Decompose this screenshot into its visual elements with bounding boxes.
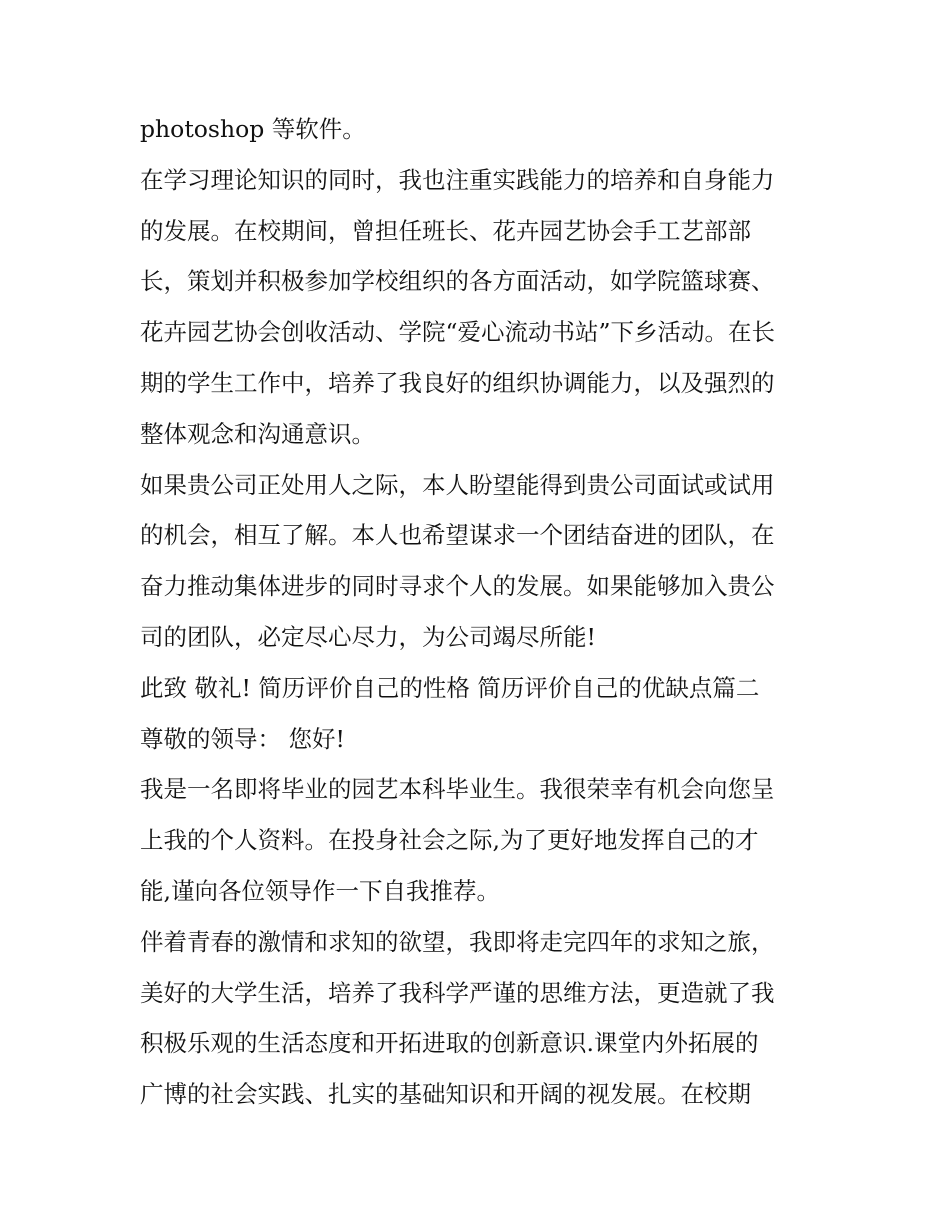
text-line: 整体观念和沟通意识。 — [140, 419, 375, 448]
text-line: 司的团队，必定尽心尽力，为公司竭尽所能! — [140, 622, 596, 651]
text-line: 奋力推动集体进步的同时寻求个人的发展。如果能够加入贵公 — [140, 572, 775, 601]
text-line: 能,谨向各位领导作一下自我推荐。 — [140, 876, 500, 905]
document-body — [140, 104, 820, 1120]
text-line: 期的学生工作中，培养了我良好的组织协调能力，以及强烈的 — [140, 368, 775, 397]
text-line: 如果贵公司正处用人之际，本人盼望能得到贵公司面试或试用 — [140, 470, 775, 499]
text-line: 积极乐观的生活态度和开拓进取的创新意识.课堂内外拓展的 — [140, 1029, 759, 1058]
text-line: 尊敬的领导： 您好! — [140, 724, 345, 753]
text-line: 的发展。在校期间，曾担任班长、花卉园艺协会手工艺部部 — [140, 216, 751, 245]
text-line: 我是一名即将毕业的园艺本科毕业生。我很荣幸有机会向您呈 — [140, 775, 775, 804]
text-line: 美好的大学生活，培养了我科学严谨的思维方法，更造就了我 — [140, 978, 775, 1007]
text-line: 长，策划并积极参加学校组织的各方面活动，如学院篮球赛、 — [140, 267, 775, 296]
text-line: 上我的个人资料。在投身社会之际,为了更好地发挥自己的才 — [140, 826, 759, 855]
text-line: 在学习理论知识的同时，我也注重实践能力的培养和自身能力 — [140, 165, 775, 194]
text-line: 广博的社会实践、扎实的基础知识和开阔的视发展。在校期 — [140, 1080, 751, 1109]
text-line: photoshop 等软件。 — [140, 115, 366, 143]
text-line: 花卉园艺协会创收活动、学院“爱心流动书站”下乡活动。在长 — [140, 318, 776, 347]
text-line: 的机会，相互了解。本人也希望谋求一个团结奋进的团队，在 — [140, 521, 775, 550]
text-line: 伴着青春的激情和求知的欲望，我即将走完四年的求知之旅， — [140, 927, 775, 956]
text-line: 此致 敬礼! 简历评价自己的性格 简历评价自己的优缺点篇二 — [140, 673, 760, 702]
